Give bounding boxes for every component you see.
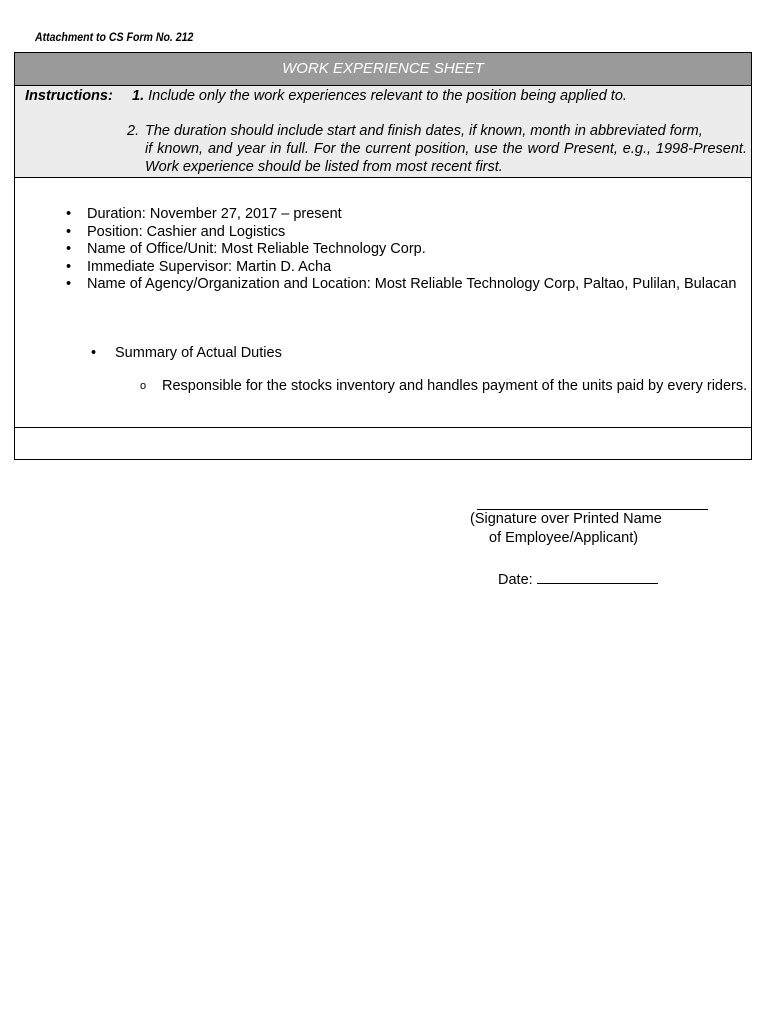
instructions-panel bbox=[15, 86, 751, 178]
instruction-2-line1: The duration should include start and finish dates, if known, month in abbreviated form, bbox=[145, 123, 703, 139]
instruction-2-number: 2. bbox=[127, 123, 140, 139]
experience-details-list bbox=[63, 206, 745, 294]
date-line bbox=[537, 569, 658, 584]
instruction-item-2 bbox=[127, 122, 747, 176]
detail-agency-location bbox=[63, 276, 745, 294]
instruction-item-1 bbox=[132, 88, 627, 104]
signature-line bbox=[477, 497, 708, 510]
bullet-icon: • bbox=[66, 223, 72, 240]
sheet-footer-row bbox=[15, 428, 751, 460]
detail-duration bbox=[63, 206, 745, 224]
detail-supervisor bbox=[63, 259, 745, 277]
detail-text: Immediate Supervisor: Martin D. Acha bbox=[87, 258, 332, 275]
circle-bullet-icon: o bbox=[140, 380, 147, 392]
detail-text: Name of Agency/Organization and Location: Most Reliable Technology Corp, Paltao, Pulilan, Bulacan bbox=[87, 276, 737, 292]
duty-item bbox=[140, 378, 748, 396]
bullet-icon: • bbox=[91, 345, 97, 361]
instructions-label: Instructions: bbox=[25, 88, 113, 104]
duties-heading-label: Summary of Actual Duties bbox=[115, 345, 282, 361]
date-label: Date: bbox=[498, 572, 533, 588]
detail-text: Duration: November 27, 2017 – present bbox=[87, 206, 342, 222]
bullet-icon: • bbox=[66, 206, 72, 222]
instruction-1-number: 1. bbox=[132, 88, 145, 104]
signature-caption-line2: of Employee/Applicant) bbox=[489, 530, 639, 546]
detail-text: Position: Cashier and Logistics bbox=[87, 223, 286, 240]
bullet-icon: • bbox=[66, 241, 72, 257]
duty-text: Responsible for the stocks inventory and handles payment of the units paid by every riders. bbox=[162, 378, 748, 394]
sheet-title: WORK EXPERIENCE SHEET bbox=[15, 53, 751, 86]
bullet-icon: • bbox=[66, 258, 72, 275]
attachment-label: Attachment to CS Form No. 212 bbox=[35, 30, 194, 44]
duties-heading bbox=[91, 345, 282, 361]
detail-office-unit bbox=[63, 241, 745, 259]
bullet-icon: • bbox=[66, 276, 72, 292]
instruction-1-text: Include only the work experiences relevant to the position being applied to. bbox=[148, 88, 627, 104]
experience-entry bbox=[15, 178, 751, 428]
detail-position bbox=[63, 224, 745, 242]
instruction-2-rest: if known, and year in full. For the current position, use the word Present, e.g., 1998-Present. Work experience should be listed from most recent first. bbox=[145, 141, 747, 175]
detail-text: Name of Office/Unit: Most Reliable Technology Corp. bbox=[87, 241, 426, 257]
signature-caption-line1: (Signature over Printed Name bbox=[470, 511, 662, 527]
date-field bbox=[498, 569, 658, 588]
work-experience-sheet bbox=[14, 52, 752, 460]
